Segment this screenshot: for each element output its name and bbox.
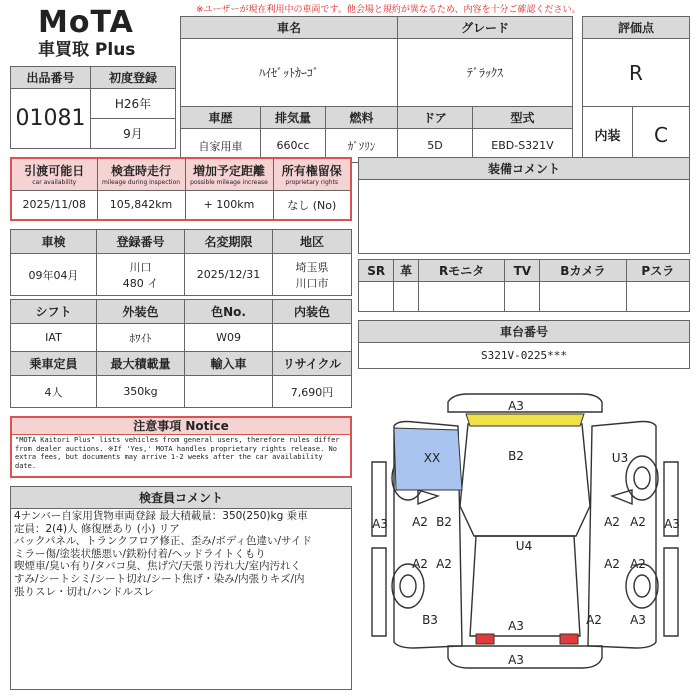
first-reg-label: 初度登録 (91, 67, 176, 89)
front-light-yellow (466, 414, 584, 426)
model-label: 型式 (473, 107, 573, 129)
lot-number: 01081 (11, 89, 91, 149)
load: 350kg (97, 376, 185, 408)
inspector-comment-text (11, 509, 351, 599)
int-color-label: 内装色 (273, 300, 352, 324)
plate-line1: 川口 (129, 260, 152, 274)
option-rear-monitor: Rモニタ (418, 260, 505, 282)
chassis-table (358, 320, 690, 369)
mark-back-door: A3 (508, 619, 524, 633)
capacity: 4人 (11, 376, 97, 408)
lot-label: 出品番号 (11, 67, 91, 89)
first-reg-year: H26年 (91, 89, 176, 119)
color-no: W09 (185, 324, 273, 352)
mark-left-front-door: XX (423, 451, 441, 465)
import (185, 376, 273, 408)
notice-text: "MOTA Kaitori Plus" lists vehicles from general users, therefore rules differ from dealer auctions. ※If 'Yes,' MOTA handles proprietary rights release. No extra fees, but documents may arrive 1-2 weeks after the car availability date. (15, 436, 340, 470)
option-sr: SR (359, 260, 394, 282)
availability-sub: car availability (32, 179, 77, 187)
mark-left-sill: A3 (372, 517, 388, 531)
inspector-comment-line: 張りスレ・切れ/ハンドルスレ (14, 585, 154, 598)
fuel: ｶﾞｿﾘﾝ (326, 129, 398, 163)
shaken: 09年04月 (11, 254, 97, 296)
increase-value: + 100km (185, 190, 273, 220)
mark-roof: U4 (515, 539, 533, 553)
door-label: ドア (398, 107, 473, 129)
availability-label: 引渡可能日 (24, 164, 85, 179)
inspection-col-0 (11, 158, 97, 190)
shift: IAT (11, 324, 97, 352)
inspection-col-3 (273, 158, 351, 190)
mark-rear-bumper: A3 (508, 653, 524, 667)
mark-left-panel-b: B2 (436, 515, 452, 529)
car-name: ﾊｲｾﾞｯﾄｶｰｺﾞ (181, 39, 398, 107)
option-leather: 革 (394, 260, 418, 282)
plate (97, 254, 185, 296)
mark-left-rear-b: A2 (436, 557, 452, 571)
increase-sub: possible mileage increase (190, 179, 268, 187)
option-back-camera: Bカメラ (540, 260, 627, 282)
interior-label: 内装 (583, 107, 633, 163)
door: 5D (398, 129, 473, 163)
inspector-comment-box (10, 486, 352, 690)
interior-value: C (633, 107, 690, 163)
plate-line2: 480 イ (122, 276, 159, 290)
mark-right-front-door: U3 (611, 451, 629, 465)
int-color (273, 324, 352, 352)
logo-sub: 車買取 Plus (38, 40, 136, 60)
inspector-comment-line: 喫煙車/臭い有り/タバコ臭、焦げ穴/天張り汚れ大/室内汚れく (14, 560, 302, 573)
option-power-slide: Pスラ (626, 260, 689, 282)
lot-table (10, 66, 176, 149)
inspector-comment-line: 4ナンバー自家用貨物車両登録 最大積載量：350(250)kg 乗車 (14, 510, 308, 522)
chassis-label: 車台番号 (359, 321, 690, 343)
ext-color-label: 外装色 (97, 300, 185, 324)
deadline: 2025/12/31 (185, 254, 273, 296)
car-table (180, 16, 573, 163)
increase-label: 増加予定距離 (192, 164, 265, 179)
car-name-label: 車名 (181, 17, 398, 39)
region (273, 254, 352, 296)
mark-right-sill: A3 (664, 517, 680, 531)
notice-label: 注意事項 Notice (12, 418, 350, 435)
recycle-label: リサイクル (273, 352, 352, 376)
mark-right-panel-a: A2 (604, 515, 620, 529)
equipment-comment-label: 装備コメント (359, 158, 690, 180)
rating-table (582, 16, 690, 163)
displacement: 660cc (261, 129, 326, 163)
color-no-label: 色No. (185, 300, 273, 324)
displacement-label: 排気量 (261, 107, 326, 129)
inspector-comment-line: 定員：2(4)人 修復歴あり (小) リア (14, 522, 180, 535)
inspector-comment-line: ミラー傷/塗装状態悪い/鉄粉付着/ヘッドライトくもり (14, 547, 266, 560)
deadline-label: 名変期限 (185, 230, 273, 254)
car-damage-diagram (358, 386, 692, 696)
rear-light-red-right (560, 634, 578, 644)
top-notice: ※ユーザーが現在利用中の車両です。他会場と規約が異なるため、内容を十分ご確認ください。 (196, 5, 581, 15)
rating-label: 評価点 (583, 17, 690, 39)
capacity-label: 乗車定員 (11, 352, 97, 376)
mark-left-rear-a: A2 (412, 557, 428, 571)
inspector-comment-line: すみ/シートシミ/シート切れ/シート焦げ・染み/内張りキズ/内 (14, 572, 305, 585)
registration-table (10, 229, 352, 296)
inspector-comment-line: バックパネル、トランクフロア修正、歪み/ボディ色違い/サイド (14, 535, 312, 548)
import-label: 輸入車 (185, 352, 273, 376)
shaken-label: 車検 (11, 230, 97, 254)
rights-sub: proprietary rights (285, 179, 339, 187)
mark-left-panel-a: A2 (412, 515, 428, 529)
ext-color: ﾎﾜｲﾄ (97, 324, 185, 352)
equipment-comment-text (359, 180, 690, 254)
mark-left-quarter: B3 (422, 613, 438, 627)
region-line2: 川口市 (295, 276, 329, 290)
shift-label: シフト (11, 300, 97, 324)
inspector-comment-label: 検査員コメント (11, 487, 351, 509)
rating-value: R (583, 39, 690, 107)
mileage-value: 105,842km (97, 190, 185, 220)
inspection-col-1 (97, 158, 185, 190)
grade-label: グレード (398, 17, 573, 39)
rights-label: 所有権留保 (281, 164, 342, 179)
fuel-label: 燃料 (326, 107, 398, 129)
availability-date: 2025/11/08 (11, 190, 97, 220)
mileage-sub: mileage during inspection (101, 179, 181, 187)
rights-value: なし (No) (273, 190, 351, 220)
region-line1: 埼玉県 (295, 260, 329, 274)
mark-right-rear-a: A2 (604, 557, 620, 571)
load-label: 最大積載量 (97, 352, 185, 376)
grade: ﾃﾞﾗｯｸｽ (398, 39, 573, 107)
mark-front-bumper: A3 (508, 399, 524, 413)
rear-light-red (476, 634, 494, 644)
inspection-table (10, 157, 352, 221)
mark-right-rear-b: A2 (630, 557, 646, 571)
logo-brand: MoTA (38, 5, 134, 40)
notice-box (10, 416, 352, 478)
mark-right-quarter: A3 (630, 613, 646, 627)
mark-right-panel-b: A2 (630, 515, 646, 529)
spec-table (10, 299, 352, 408)
history: 自家用車 (181, 129, 261, 163)
plate-label: 登録番号 (97, 230, 185, 254)
first-reg-month: 9月 (91, 119, 176, 149)
history-label: 車歴 (181, 107, 261, 129)
region-label: 地区 (273, 230, 352, 254)
inspection-col-2 (185, 158, 273, 190)
equipment-comment-table (358, 157, 690, 254)
mark-rear-corner: A2 (586, 613, 602, 627)
option-tv: TV (505, 260, 540, 282)
logo (38, 6, 148, 66)
mark-hood: B2 (508, 449, 524, 463)
chassis-number: S321V-0225*** (359, 343, 690, 369)
options-table (358, 259, 690, 312)
mileage-label: 検査時走行 (110, 164, 171, 179)
model: EBD-S321V (473, 129, 573, 163)
recycle: 7,690円 (273, 376, 352, 408)
